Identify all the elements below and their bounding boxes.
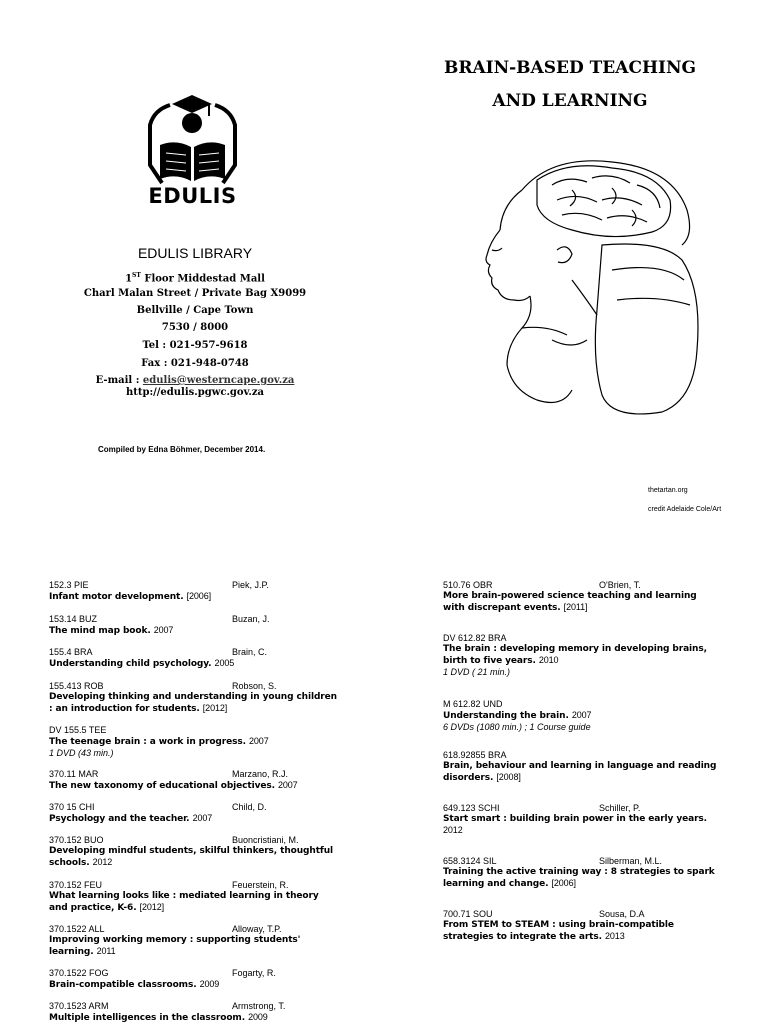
- author: Marzano, R.J.: [232, 769, 289, 779]
- year: 2007: [277, 780, 298, 790]
- fax: Fax : 021-948-0748: [141, 358, 249, 369]
- list-item: [49, 924, 339, 958]
- image-source: thetartan.org: [648, 487, 688, 494]
- call-number: 370.11 MAR: [49, 769, 99, 779]
- author: Alloway, T.P.: [232, 924, 282, 934]
- book-title: More brain-powered science teaching and learning with discrepant events. [2011]: [443, 591, 697, 613]
- author: Piek, J.P.: [232, 580, 269, 590]
- call-number: 658.3124 SIL: [443, 856, 497, 866]
- call-number: M 612.82 UND: [443, 699, 503, 709]
- call-number: 700.71 SOU: [443, 909, 493, 919]
- call-number: 370.1522 FOG: [49, 968, 109, 978]
- year: 2007: [153, 625, 174, 635]
- book-title: The new taxonomy of educational objectives. 2007: [49, 780, 298, 791]
- email-link[interactable]: edulis@westerncape.gov.za: [142, 375, 295, 386]
- list-item: [49, 880, 339, 914]
- book-title: Brain-compatible classrooms. 2009: [49, 979, 220, 990]
- list-item: [49, 580, 339, 603]
- title-line-1: BRAIN-BASED TEACHING: [443, 58, 697, 78]
- book-title: Start smart : building brain power in the early years. 2012: [443, 814, 708, 835]
- library-name: EDULIS LIBRARY: [137, 245, 253, 261]
- list-item: [49, 725, 339, 759]
- year: 2007: [571, 710, 592, 720]
- call-number: 370.1523 ARM: [49, 1001, 109, 1011]
- call-number: 649.123 SCHI: [443, 803, 500, 813]
- year: [2012]: [202, 703, 228, 713]
- year: 2007: [248, 736, 269, 746]
- book-title: From STEM to STEAM : using brain-compatible strategies to integrate the arts. 2013: [443, 920, 674, 942]
- telephone: Tel : 021-957-9618: [142, 340, 248, 351]
- call-number: DV 612.82 BRA: [443, 633, 507, 643]
- year: 2005: [214, 658, 235, 668]
- author: Robson, S.: [232, 681, 277, 691]
- book-title: Developing mindful students, skilful thinkers, thoughtful schools. 2012: [49, 846, 334, 868]
- call-number: 155.413 ROB: [49, 681, 104, 691]
- author: Sousa, D.A: [599, 909, 645, 919]
- year: [2012]: [139, 902, 165, 912]
- year: 2011: [96, 946, 116, 956]
- author: Buoncristiani, M.: [232, 835, 299, 845]
- author: Feuerstein, R.: [232, 880, 289, 890]
- list-item: [443, 856, 718, 890]
- call-number: 370.152 FEU: [49, 880, 103, 890]
- title-line-2: AND LEARNING: [492, 91, 648, 111]
- book-title: Understanding the brain. 2007: [443, 710, 592, 721]
- format-note: 1 DVD ( 21 min.): [443, 667, 511, 677]
- list-item: [49, 614, 339, 637]
- compiled-by: Compiled by Edna Böhmer, December 2014.: [98, 445, 266, 454]
- year: 2013: [605, 931, 625, 941]
- list-item: [443, 803, 718, 837]
- address-city: Bellville / Cape Town: [136, 305, 254, 316]
- list-item: [49, 802, 339, 825]
- list-item: [443, 909, 718, 943]
- book-title: Multiple intelligences in the classroom. 2009: [49, 1012, 268, 1023]
- call-number: 155.4 BRA: [49, 647, 93, 657]
- list-item: [49, 681, 339, 715]
- image-credit: credit Adelaide Cole/Art: [648, 506, 722, 513]
- author: Schiller, P.: [599, 803, 641, 813]
- page-title: [430, 52, 710, 118]
- author: Brain, C.: [232, 647, 268, 657]
- year: 2007: [192, 813, 213, 823]
- logo-wordmark: EDULIS: [148, 184, 237, 208]
- call-number: 370.152 BUO: [49, 835, 104, 845]
- list-item: [49, 647, 339, 670]
- book-title: What learning looks like : mediated learning in theory and practice, K-6. [2012]: [49, 891, 319, 913]
- call-number: 618.92855 BRA: [443, 750, 507, 760]
- book-title: Training the active training way : 8 strategies to spark learning and change. [2006]: [443, 867, 715, 889]
- book-title: Psychology and the teacher. 2007: [49, 813, 213, 824]
- book-title: Developing thinking and understanding in young children : an introduction for students. [2012]: [49, 692, 337, 714]
- author: Buzan, J.: [232, 614, 270, 624]
- author: Silberman, M.L.: [599, 856, 663, 866]
- author: Armstrong, T.: [232, 1001, 286, 1011]
- email-line: E-mail : edulis@westerncape.gov.za: [95, 375, 295, 386]
- child-brain-illustration: [462, 150, 722, 425]
- year: 2009: [199, 979, 220, 989]
- book-title: The teenage brain : a work in progress. 2007: [49, 736, 269, 747]
- book-title: The brain : developing memory in developing brains, birth to five years. 2010: [443, 644, 707, 666]
- list-item: [49, 968, 339, 991]
- year: 2012: [443, 825, 463, 835]
- call-number: DV 155.5 TEE: [49, 725, 107, 735]
- list-item: [49, 1001, 339, 1024]
- list-item: [443, 580, 718, 614]
- book-title: Understanding child psychology. 2005: [49, 658, 235, 669]
- list-item: [443, 633, 718, 678]
- book-title: The mind map book. 2007: [49, 625, 174, 636]
- author: Fogarty, R.: [232, 968, 276, 978]
- author: O'Brien, T.: [599, 580, 641, 590]
- call-number: 370.1522 ALL: [49, 924, 105, 934]
- year: [2006]: [186, 591, 212, 601]
- address-postal: 7530 / 8000: [161, 322, 229, 333]
- author: Child, D.: [232, 802, 267, 812]
- year: 2012: [92, 857, 113, 867]
- call-number: 510.76 OBR: [443, 580, 493, 590]
- list-item: [443, 750, 718, 784]
- year: [2011]: [563, 602, 588, 612]
- list-item: [49, 835, 339, 869]
- list-item: [49, 769, 339, 792]
- format-note: 6 DVDs (1080 min.) ; 1 Course guide: [443, 722, 591, 732]
- book-title: Infant motor development. [2006]: [49, 591, 212, 602]
- year: [2006]: [551, 878, 576, 888]
- format-note: 1 DVD (43 min.): [49, 748, 114, 758]
- year: [2008]: [496, 772, 521, 782]
- website-link[interactable]: http://edulis.pgwc.gov.za: [125, 387, 265, 398]
- book-title: Brain, behaviour and learning in language and reading disorders. [2008]: [443, 761, 717, 783]
- address-floor: 1ST Floor Middestad Mall: [125, 272, 265, 285]
- call-number: 153.14 BUZ: [49, 614, 98, 624]
- year: 2010: [538, 655, 559, 665]
- book-title: Improving working memory : supporting students' learning. 2011: [49, 935, 301, 957]
- year: 2009: [248, 1012, 268, 1022]
- address-street: Charl Malan Street / Private Bag X9099: [83, 288, 307, 299]
- list-item: [443, 699, 718, 733]
- call-number: 152.3 PIE: [49, 580, 89, 590]
- call-number: 370 15 CHI: [49, 802, 95, 812]
